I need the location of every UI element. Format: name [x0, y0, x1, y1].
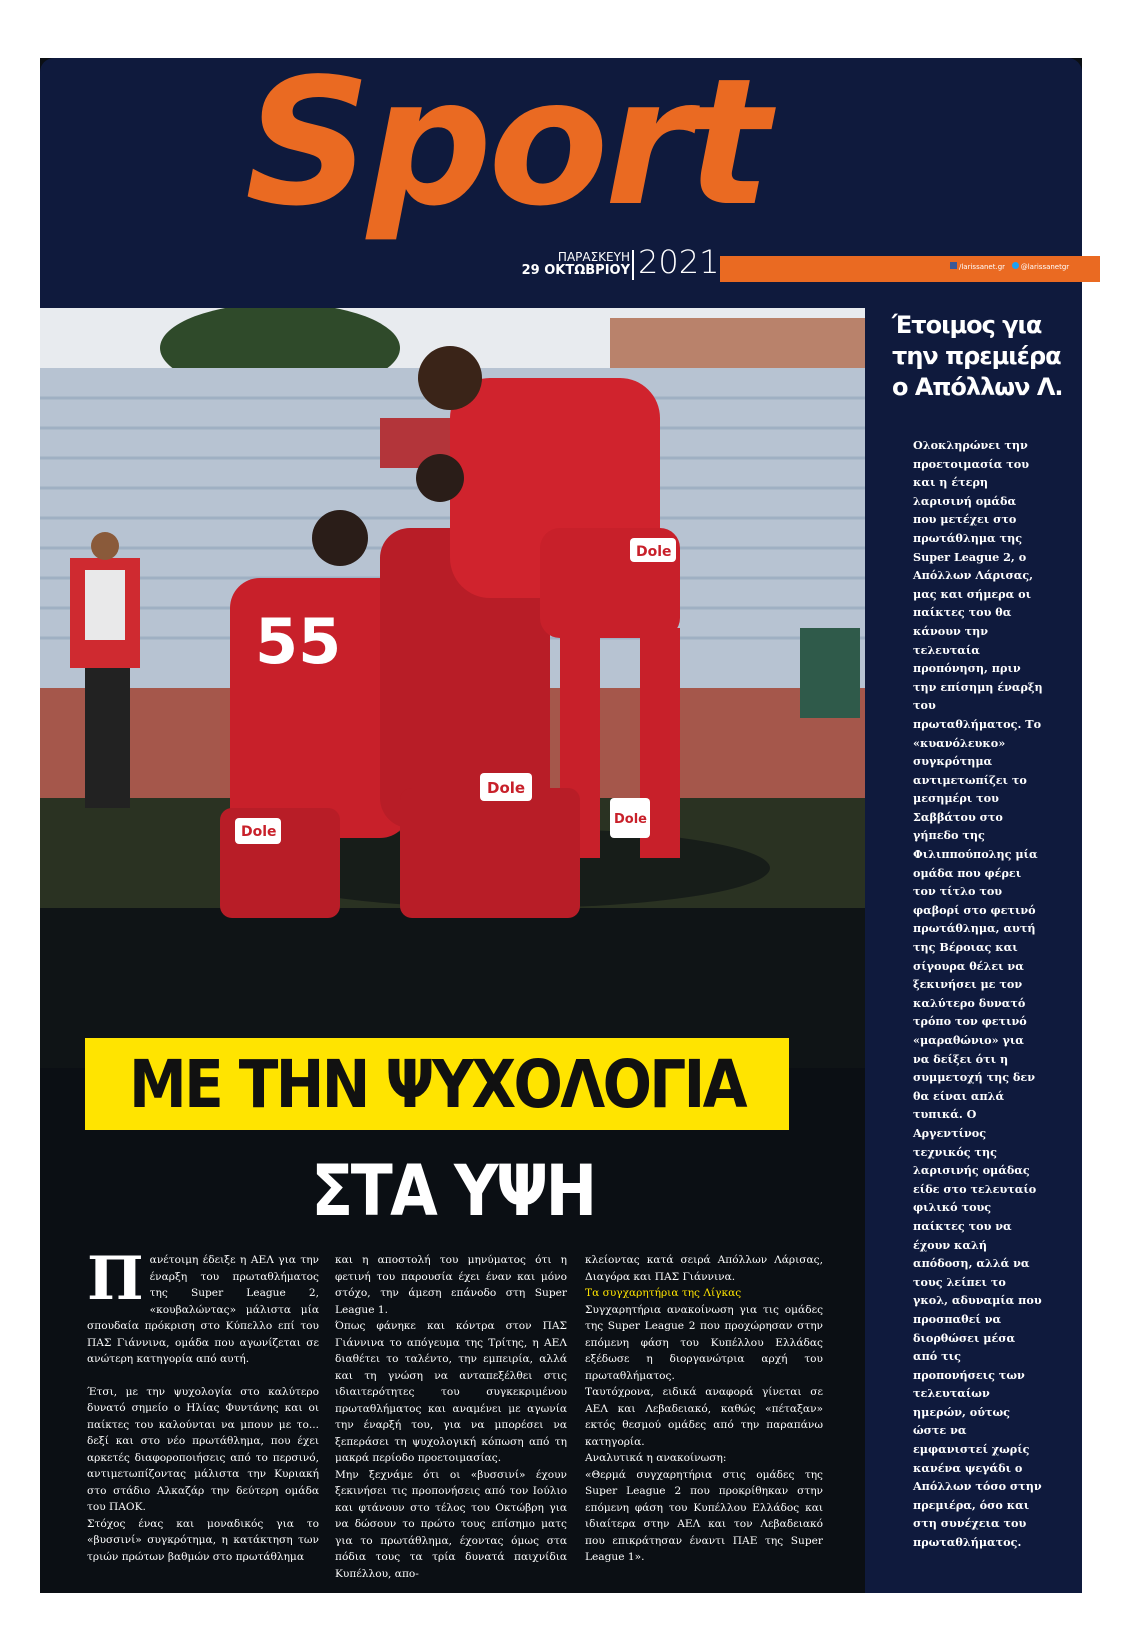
article-column-1: [87, 1244, 319, 1565]
twitter-handle: @larissanetgr: [1020, 263, 1070, 271]
facebook-icon: [950, 262, 957, 269]
sidebar-body: Ολοκληρώνει την προετοιμασία του και η έτερη λαρισινή ομάδα που μετέχει στο πρωτάθλημα της Super League 2, ο Απόλλων Λάρισας, μας και σήμερα οι παίκτες του θα κάνουν την τελευταία προπόνηση, πριν την επίσημη έναρξη του πρωταθλήματος. Το «κυανόλευκο» συγκρότημα αντιμετωπίζει το μεσημέρι του Σαββάτου στο γήπεδο της Φιλιππούπολης μία ομάδα που φέρει τον τίτλο του φαβορί στο φετινό πρωτάθλημα, αυτή της Βέροιας και σίγουρα θέλει να ξεκινήσει με τον καλύτερο δυνατό τρόπο τον φετινό «μαραθώνιο» για να δείξει ότι η συμμετοχή της δεν θα είναι απλά τυπικά. Ο Αργεντίνος τεχνικός της λαρισινής ομάδας είδε στο τελευταίο φιλικό τους παίκτες του να έχουν καλή απόδοση, αλλά να τους λείπει το γκολ, αδυναμία που προσπαθεί να διορθώσει μέσα από τις προπονήσεις των τελευταίων ημερών, ούτως ώστε να εμφανιστεί χωρίς κανένα ψεγάδι ο Απόλλων τόσο στην πρεμιέρα, όσο και στη συνέχεια του πρωταθλήματος.: [913, 438, 1043, 1550]
staff-bib: [85, 570, 125, 640]
sponsor-label-top: Dole: [636, 544, 672, 560]
article-paragraph: «Θερμά συγχαρητήρια στις ομάδες της Super League 2 που προκρίθηκαν στην επόμενη φάση του Κυπέλλου Ελλάδος και ιδιαίτερα στην ΑΕΛ και τον Λεβαδειακό που επικράτησαν έναντι ΠΑΕ της Super League 1».: [585, 1468, 823, 1563]
facebook-handle: /larissanet.gr: [959, 263, 1006, 271]
article-subhead: Τα συγχαρητήρια της Λίγκας: [585, 1287, 742, 1299]
player-head-center: [416, 454, 464, 502]
article-paragraph: Συγχαρητήρια ανακοίνωση για τις ομάδες της Super League 2 που προχώρησαν στην επόμενη φάση του Κυπέλλου Ελλάδας εξέδωσε η διοργανώτρια αρχή του πρωταθλήματος.: [585, 1303, 823, 1382]
drop-cap: Π: [87, 1244, 144, 1314]
twitter-icon: [1012, 262, 1019, 269]
issue-day: ΠΑΡΑΣΚΕΥΗ: [557, 250, 630, 264]
headline-line1: ΜΕ ΤΗΝ ΨΥΧΟΛΟΓΙΑ: [129, 1045, 745, 1123]
article-paragraph: Όπως φάνηκε και κόντρα στον ΠΑΣ Γιάννινα το απόγευμα της Τρίτης, η ΑΕΛ διαθέτει το ταλέντο, την εμπειρία, αλλά και τη γνώση να ανταπεξέλθει στις ιδιαιτερότητες του συγκεκριμένου πρωταθλήματος και αναμένει με αγωνία την έναρξή του, για να μπορέσει να ξεπεράσει τη ψυχολογική κόπωση από τη μακρά περίοδο προετοιμασίας.: [335, 1320, 567, 1464]
sport-logo: Sport: [245, 42, 767, 245]
article-paragraph: κλείοντας κατά σειρά Απόλλων Λάρισας, Διαγόρα και ΠΑΣ Γιάννινα.: [585, 1254, 823, 1283]
article-paragraph: Έτσι, με την ψυχολογία στο καλύτερο δυνατό σημείο ο Ηλίας Φυντάνης και οι παίκτες του καλούνται να μπουν με το... δεξί και στο νέο πρωτάθλημα, που έχει αρκετές διαφοροποιήσεις από το περσινό, αντιμετωπίζοντας μάλιστα την Κυριακή στο στάδιο Αλκαζάρ την δεύτερη ομάδα του ΠΑΟΚ.: [87, 1385, 319, 1513]
player-head-left: [312, 510, 368, 566]
player-center-shorts: [400, 788, 580, 918]
sponsor-label-right: Dole: [614, 812, 647, 827]
headline-line2: ΣΤΑ ΥΨΗ: [310, 1150, 595, 1232]
article-paragraph: ανέτοιμη έδειξε η ΑΕΛ για την έναρξη του πρωταθλήματος της Super League 2, «κουβαλώντας» μάλιστα μία σπουδαία πρόκριση στο Κύπελλο επί του ΠΑΣ Γιάννινα, ομάδα που αγωνίζεται σε ανώτερη κατηγορία από αυτή.: [87, 1254, 319, 1365]
article-paragraph: και η αποστολή του μηνύματος ότι η φετινή του παρουσία έχει έναν και μόνο στόχο, την άμεση επάνοδο στη Super League 1.: [335, 1254, 567, 1316]
article-paragraph: Ταυτόχρονα, ειδικά αναφορά γίνεται σε ΑΕΛ και Λεβαδειακό, καθώς «πέταξαν» εκτός θεσμού ομάδες από την παραπάνω κατηγορία.: [585, 1386, 823, 1448]
headline-line2-box: [290, 1150, 615, 1232]
player-top-head: [418, 346, 482, 410]
team-celebration-photo: [40, 308, 865, 1068]
photo-illustration: [40, 308, 865, 1068]
article-paragraph: Μην ξεχνάμε ότι οι «βυσσινί» έχουν ξεκινήσει τις προπονήσεις από τον Ιούλιο και φτάνουν στο τέλος του Οκτώβρη για να δώσουν το πρώτο τους επίσημο ματς για το πρωτάθλημα, έχοντας όμως στα πόδια τους τα τρία δυνατά παιχνίδια Κυπέλλου, απο-: [335, 1468, 567, 1580]
sponsor-label-center: Dole: [487, 779, 526, 797]
staff-trousers: [85, 668, 130, 808]
issue-date: [510, 250, 630, 278]
social-handles: [950, 262, 1069, 271]
article-paragraph: Αναλυτικά η ανακοίνωση:: [585, 1452, 727, 1464]
article-column-3: [585, 1252, 823, 1566]
date-divider: [632, 250, 634, 280]
jersey-number: 55: [255, 605, 342, 678]
issue-date-text: 29 ΟΚΤΩΒΡΙΟΥ: [521, 263, 630, 278]
ad-board: [800, 628, 860, 718]
article-column-2: [335, 1252, 567, 1582]
issue-year: 2021: [638, 243, 720, 281]
sidebar-title: Έτοιμος για την πρεμιέρα ο Απόλλων Λ.: [892, 311, 1063, 401]
staff-head: [91, 532, 119, 560]
article-paragraph: Στόχος ένας και μοναδικός για το «βυσσινί» συγκρότημα, η κατάκτηση των τριών πρώτων βαθμών στο πρωτάθλημα: [87, 1517, 319, 1563]
headline-line1-box: [85, 1038, 789, 1130]
sponsor-label-left: Dole: [241, 824, 277, 840]
